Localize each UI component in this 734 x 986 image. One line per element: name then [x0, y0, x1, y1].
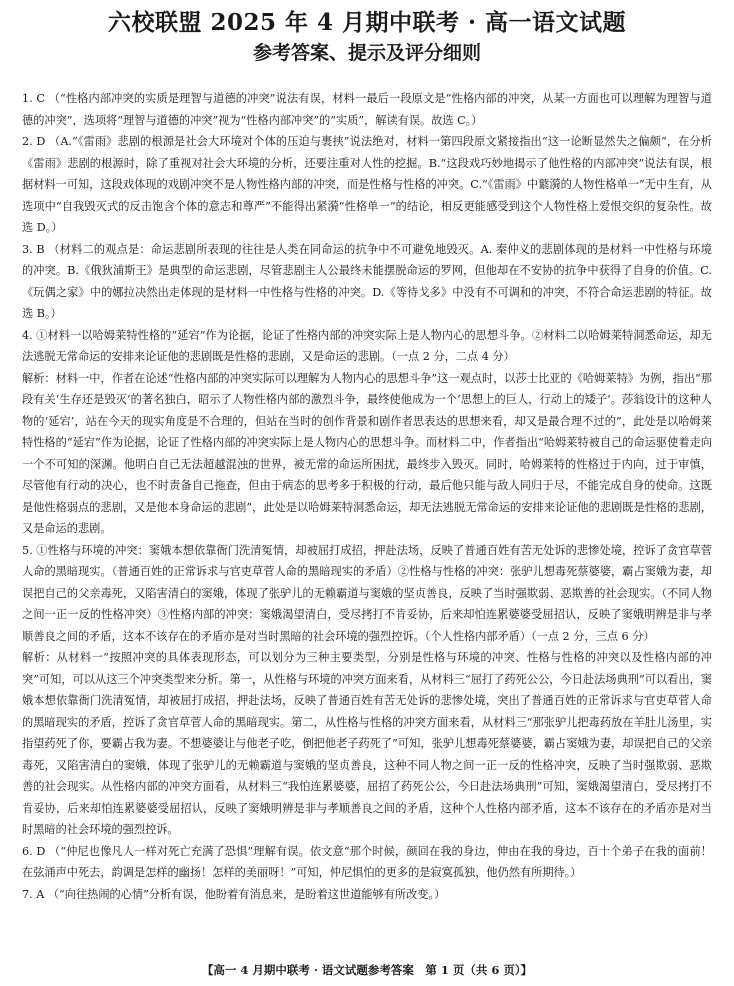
answer-5: 5. ①性格与环境的冲突：窦娥本想依靠衙门洗清冤情，却被屈打成招，押赴法场，反映了普通百姓有苦无处诉的悲惨处境，控诉了贪官草菅人命的黑暗现实。（普通百姓的正常诉求与官吏草菅人命的黑暗现实的矛盾）②性格与性格的冲突：张驴儿想毒死蔡婆婆，霸占窦娥为妻，却误把自己的父亲毒死，又陷害清白的窦娥，体现了张驴儿的无赖霸道与窦娥的坚贞善良，反映了当时强欺弱、恶欺善的社会现实。（不同人物之间一正一反的性格冲突）③性格内部的冲突：窦娥渴望清白，受尽拷打不肯妥协，后来却怕连累婆婆受屈招认，反映了窦娥明辨是非与孝顺善良之间的矛盾，这本不该存在的矛盾亦是对当时黑暗的社会环境的强烈控诉。（个人性格内部矛盾）（一点 2 分，三点 6 分）: [22, 543, 712, 643]
page-footer: 【高一 4 月期中联考 · 语文试题参考答案 第 1 页（共 6 页）】: [201, 963, 533, 977]
answer-2: 2. D （A.“《雷雨》悲剧的根源是社会大环境对个体的压迫与裹挟”说法绝对，材料一第四段原文紧接指出“这一论断显然失之偏颇”，在分析《雷雨》悲剧的根源时，除了重视对社会大环境的分析，还要注重对人性的挖掘。B.“这段戏巧妙地揭示了他性格的内部冲突”说法有误，根据材料一可知，这段戏体现的戏剧冲突不是人物性格内部的冲突，而是性格与性格的冲突。C.“《雷雨》中蘩漪的人物性格单一”无中生有，从选项中“自我毁灭式的反击饱含个体的意志和尊严”不能得出紧漪“性格单一”的结论，相反更能感受到这个人物性格上爱恨交织的复杂性。故选 D。）: [22, 135, 712, 234]
answer-6: 6. D （“仲尼也像凡人一样对死亡充满了恐惧”理解有误。依文意“那个时候，颜回在我的身边，伸由在我的身边，百十个弟子在我的面前！在弦涌声中死去，韵调是怎样的幽扬！怎样的美丽呀！”可知，仲尼惧怕的更多的是寂寞孤独，他仍然有所期待。）: [22, 844, 712, 879]
answer-5-analysis: 解析：从材料一“按照冲突的具体表现形态，可以划分为三种主要类型，分别是性格与环境的冲突、性格与性格的冲突以及性格内部的冲突”可知，可以从这三个冲突类型来分析。第一，从性格与环境的冲突方面来看，从材料三“屈打了药死公公，今日赴法场典刑”可以看出，窦娥本想依靠衙门洗清冤情，却被屈打成招，押赴法场，反映了普通百姓有苦无处诉的悲惨处境，突出了普通百姓的正常诉求与官吏草菅人命的黑暗现实的矛盾，控诉了贪官草菅人命的黑暗现实。第二，从性格与性格的冲突方面来看，从材料三“那张驴儿把毒药放在羊肚儿汤里，实指望药死了你，要霸占我为妻。不想婆婆让与他老子吃，倒把他老子药死了”可知，张驴儿想毒死蔡婆婆，霸占窦娥为妻，却误把自己的父亲毒死，又陷害清白的窦娥，体现了张驴儿的无赖霸道与窦娥的坚贞善良，这种不同人物之间一正一反的性格冲突，反映了当时强欺弱、恶欺善的社会现实。从性格内部的冲突方面看，从材料三“我怕连累婆婆，屈招了药死公公，今日赴法场典刑”可知，窦娥渴望清白，受尽拷打不肯妥协，后来却怕连累婆婆受屈招认，反映了窦娥明辨是非与孝顺善良之间的矛盾，这种个人性格内部矛盾，这本不该存在的矛盾亦是对当时黑暗的社会环境的强烈控诉。: [22, 651, 712, 836]
page-title: 六校联盟 2025 年 4 月期中联考 · 高一语文试题: [107, 9, 627, 36]
answer-7: 7. A （“向往热闹的心情”分析有误，他盼着有消息来，是盼着这世道能够有所改变。）: [22, 887, 446, 901]
answer-1: 1. C （“性格内部冲突的实质是理智与道德的冲突”说法有误，材料一最后一段原文是“性格内部的冲突，从某一方面也可以理解为理智与道德的冲突”，选项将“理智与道德的冲突”视为“性格内部冲突”的“实质”，解读有误。故选 C。）: [22, 92, 712, 127]
answer-4: 4. ①材料一以哈姆莱特性格的“延宕”作为论据，论证了性格内部的冲突实际上是人物内心的思想斗争。②材料二以哈姆莱特洞悉命运，却无法逃脱无常命运的安排来论证他的悲剧既是性格的悲剧，又是命运的悲剧。（一点 2 分，二点 4 分）: [22, 328, 712, 363]
answer-3: 3. B （材料二的观点是：命运悲剧所表现的往往是人类在同命运的抗争中不可避免地毁灭。A. 秦仲义的悲剧体现的是材料一中性格与环境的冲突。B.《俄狄浦斯王》是典型的命运悲剧，尽管悲剧主人公最终未能摆脱命运的罗网，但他却在不安协的抗争中获得了自身的价值。C.《玩偶之家》中的娜拉决然出走体现的是材料一中性格与性格的冲突。D.《等待戈多》中没有不可调和的冲突，不符合命运悲剧的特征。故选 B。）: [22, 242, 712, 320]
answer-4-analysis: 解析：材料一中，作者在论述“性格内部的冲突实际可以理解为人物内心的思想斗争”这一观点时，以莎士比亚的《哈姆莱特》为例，指出“那段有关‘生存还是毁灭’的著名独白，昭示了人物性格内部的激烈斗争，最终使他成为一个‘思想上的巨人，行动上的矮子’。莎翁设计的这种人物的‘延宕’，站在今天的现实角度是不合理的，但站在当时的创作背景和剧作者思表达的思想来看，却又是最合理不过的”，此处是以哈姆莱特性格的“延宕”作为论据，论证了性格内部的冲突实际上是人物内心的思想斗争。而材料二中，作者指出“哈姆莱特被自己的命运驱使着走向一个不可知的深渊。他明白自己无法超越混浊的世界，被无常的命运所困扰，最终步入毁灭。同时，哈姆莱特的性格过于内向，过于审慎，尽管他有行动的决心，也不时责备自己拖查，但由于病态的思考多于积极的行动，最后他只能与敌人同归于尽，不能完成自身的使命。这既是他性格弱点的悲剧，又是他本身命运的悲剧”，此处是以哈姆莱特洞悉命运，却无法逃脱无常命运的安排来论证他的悲剧既是性格的悲剧，又是命运的悲剧。: [22, 371, 712, 535]
page-subtitle: 参考答案、提示及评分细则: [252, 42, 481, 64]
answer-body: [22, 88, 712, 905]
